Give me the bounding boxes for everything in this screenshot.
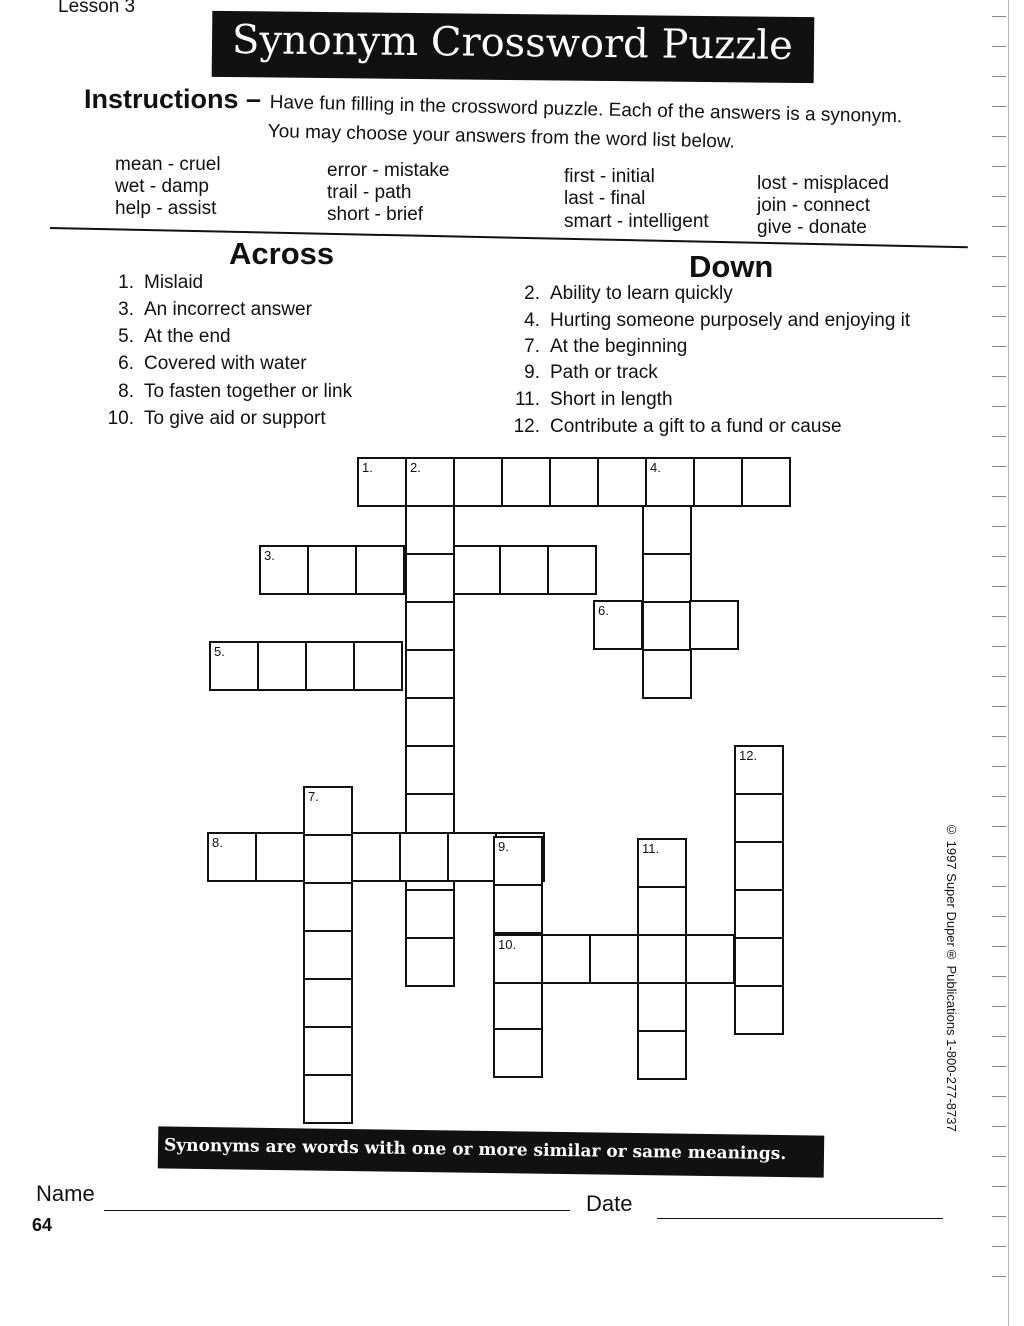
crossword-cell[interactable] xyxy=(405,553,455,603)
margin-tick xyxy=(992,1276,1006,1277)
margin-tick xyxy=(992,946,1006,947)
instructions-line-1: Have fun filling in the crossword puzzle. Each of the answers is a synonym. xyxy=(269,92,903,128)
clue-text: Ability to learn quickly xyxy=(550,283,733,304)
margin-tick xyxy=(992,496,1006,497)
margin-tick xyxy=(992,436,1006,437)
clue-text: Hurting someone purposely and enjoying it xyxy=(550,310,911,331)
cell-number: 4. xyxy=(650,460,661,475)
crossword-cell[interactable] xyxy=(642,601,692,651)
crossword-cell[interactable] xyxy=(734,841,784,891)
clue-number: 11. xyxy=(514,389,540,410)
clue-number: 5. xyxy=(118,326,134,347)
clue-text: Covered with water xyxy=(144,353,307,374)
crossword-cell[interactable] xyxy=(303,882,353,932)
date-label: Date xyxy=(586,1191,633,1216)
cell-number: 12. xyxy=(739,748,758,763)
crossword-cell[interactable] xyxy=(597,457,647,507)
margin-tick xyxy=(992,676,1006,677)
crossword-cell[interactable] xyxy=(637,886,687,936)
cell-number: 10. xyxy=(498,937,517,952)
margin-tick xyxy=(992,1096,1006,1097)
crossword-cell[interactable] xyxy=(357,457,407,507)
crossword-cell[interactable] xyxy=(501,457,551,507)
instructions-label: Instructions – xyxy=(84,84,262,114)
word-pair: error - mistake xyxy=(327,160,450,181)
crossword-cell[interactable] xyxy=(493,1028,543,1078)
crossword-cell[interactable] xyxy=(307,545,357,595)
across-heading: Across xyxy=(229,236,335,271)
word-pair: lost - misplaced xyxy=(757,173,889,194)
margin-tick xyxy=(992,466,1006,467)
clue-number: 2. xyxy=(524,283,540,304)
crossword-cell[interactable] xyxy=(405,889,455,939)
crossword-cell[interactable] xyxy=(255,832,305,882)
crossword-cell[interactable] xyxy=(645,457,695,507)
margin-tick xyxy=(992,736,1006,737)
crossword-cell[interactable] xyxy=(405,505,455,555)
clue-number: 6. xyxy=(118,353,134,374)
crossword-cell[interactable] xyxy=(642,553,692,603)
crossword-cell[interactable] xyxy=(741,457,791,507)
margin-tick xyxy=(992,916,1006,917)
crossword-cell[interactable] xyxy=(547,545,597,595)
crossword-cell[interactable] xyxy=(589,934,639,984)
cell-number: 3. xyxy=(264,548,275,563)
crossword-cell[interactable] xyxy=(303,834,353,884)
crossword-cell[interactable] xyxy=(259,545,309,595)
crossword-cell[interactable] xyxy=(353,641,403,691)
crossword-cell[interactable] xyxy=(355,545,405,595)
cell-number: 5. xyxy=(214,644,225,659)
clue-number: 1. xyxy=(118,272,134,293)
margin-tick xyxy=(992,406,1006,407)
margin-tick xyxy=(992,526,1006,527)
cell-number: 7. xyxy=(308,789,319,804)
margin-tick xyxy=(992,316,1006,317)
margin-tick xyxy=(992,1126,1006,1127)
margin-tick xyxy=(992,766,1006,767)
margin-tick xyxy=(992,1156,1006,1157)
margin-tick xyxy=(992,796,1006,797)
crossword-cell[interactable] xyxy=(447,832,497,882)
crossword-cell[interactable] xyxy=(493,836,543,886)
margin-tick xyxy=(992,616,1006,617)
clue-text: At the beginning xyxy=(550,336,688,357)
margin-tick xyxy=(992,196,1006,197)
clue-number: 3. xyxy=(118,299,134,320)
crossword-cell[interactable] xyxy=(257,641,307,691)
clue-text: To fasten together or link xyxy=(144,381,353,402)
crossword-cell[interactable] xyxy=(405,457,455,507)
clue-text: Path or track xyxy=(550,362,658,383)
crossword-cell[interactable] xyxy=(303,786,353,836)
crossword-cell[interactable] xyxy=(734,745,784,795)
crossword-cell[interactable] xyxy=(405,937,455,987)
crossword-cell[interactable] xyxy=(637,1030,687,1080)
copyright-notice: © 1997 Super Duper® Publications 1-800-277-8737 xyxy=(944,822,959,1132)
crossword-cell[interactable] xyxy=(303,978,353,1028)
cell-number: 6. xyxy=(598,603,609,618)
crossword-cell[interactable] xyxy=(734,793,784,843)
margin-tick xyxy=(992,76,1006,77)
crossword-cell[interactable] xyxy=(593,600,643,650)
margin-tick xyxy=(992,256,1006,257)
margin-tick xyxy=(992,346,1006,347)
margin-tick xyxy=(992,1066,1006,1067)
margin-tick xyxy=(992,1186,1006,1187)
name-label: Name xyxy=(36,1181,95,1206)
margin-tick xyxy=(992,106,1006,107)
clue-number: 12. xyxy=(513,416,540,437)
margin-tick xyxy=(992,586,1006,587)
margin-tick xyxy=(992,1246,1006,1247)
margin-tick xyxy=(992,46,1006,47)
margin-tick xyxy=(992,826,1006,827)
clue-text: To give aid or support xyxy=(144,408,326,429)
word-pair: first - initial xyxy=(564,166,655,187)
cell-number: 8. xyxy=(212,835,223,850)
crossword-cell[interactable] xyxy=(642,649,692,699)
down-heading: Down xyxy=(689,249,774,284)
clue-number: 4. xyxy=(524,310,540,331)
margin-tick xyxy=(992,136,1006,137)
margin-tick xyxy=(992,886,1006,887)
clue-text: An incorrect answer xyxy=(144,299,312,320)
clue-text: Short in length xyxy=(550,389,673,410)
crossword-cell[interactable] xyxy=(734,937,784,987)
name-field[interactable] xyxy=(104,1210,570,1211)
crossword-cell[interactable] xyxy=(637,982,687,1032)
margin-tick xyxy=(992,856,1006,857)
margin-tick xyxy=(992,706,1006,707)
crossword-cell[interactable] xyxy=(209,641,259,691)
margin-tick xyxy=(992,556,1006,557)
word-pair: last - final xyxy=(564,188,646,209)
word-pair: give - donate xyxy=(757,217,867,238)
word-pair: trail - path xyxy=(327,182,412,203)
margin-tick xyxy=(992,166,1006,167)
crossword-cell[interactable] xyxy=(303,930,353,980)
lesson-label: Lesson 3 xyxy=(58,0,136,17)
crossword-cell[interactable] xyxy=(405,745,455,795)
crossword-cell[interactable] xyxy=(351,832,401,882)
clue-number: 9. xyxy=(524,362,540,383)
crossword-cell[interactable] xyxy=(453,457,503,507)
margin-tick xyxy=(992,646,1006,647)
cell-number: 9. xyxy=(498,839,509,854)
margin-tick xyxy=(992,1006,1006,1007)
instructions-line-2: You may choose your answers from the word list below. xyxy=(267,121,736,153)
clue-number: 10. xyxy=(107,408,134,429)
word-pair: smart - intelligent xyxy=(564,211,709,232)
crossword-cell[interactable] xyxy=(399,832,449,882)
margin-tick xyxy=(992,16,1006,17)
crossword-cell[interactable] xyxy=(637,934,687,984)
margin-tick xyxy=(992,1216,1006,1217)
crossword-cell[interactable] xyxy=(734,889,784,939)
crossword-cell[interactable] xyxy=(305,641,355,691)
clue-text: At the end xyxy=(144,326,231,347)
cell-number: 2. xyxy=(410,460,421,475)
crossword-cell[interactable] xyxy=(405,697,455,747)
page-edge xyxy=(1008,0,1009,1326)
margin-tick xyxy=(992,976,1006,977)
crossword-cell[interactable] xyxy=(637,838,687,888)
word-pair: wet - damp xyxy=(115,176,209,197)
crossword-cell[interactable] xyxy=(207,832,257,882)
margin-tick xyxy=(992,286,1006,287)
margin-tick xyxy=(992,226,1006,227)
crossword-cell[interactable] xyxy=(689,600,739,650)
margin-tick xyxy=(992,1036,1006,1037)
cell-number: 1. xyxy=(362,460,373,475)
crossword-cell[interactable] xyxy=(685,934,735,984)
definition-text: Synonyms are words with one or more similar or same meanings. xyxy=(163,1135,787,1165)
crossword-cell[interactable] xyxy=(451,545,501,595)
clue-number: 7. xyxy=(524,336,540,357)
crossword-cell[interactable] xyxy=(493,980,543,1030)
crossword-cell[interactable] xyxy=(549,457,599,507)
crossword-cell[interactable] xyxy=(493,884,543,934)
cell-number: 11. xyxy=(642,841,660,856)
crossword-cell[interactable] xyxy=(303,1074,353,1124)
word-pair: short - brief xyxy=(327,204,424,225)
crossword-cell[interactable] xyxy=(405,601,455,651)
crossword-cell[interactable] xyxy=(405,649,455,699)
clue-number: 8. xyxy=(118,381,134,402)
word-pair: help - assist xyxy=(115,198,217,219)
crossword-cell[interactable] xyxy=(303,1026,353,1076)
date-field[interactable] xyxy=(657,1218,943,1219)
crossword-cell[interactable] xyxy=(499,545,549,595)
page-title: Synonym Crossword Puzzle xyxy=(231,17,794,69)
crossword-cell[interactable] xyxy=(693,457,743,507)
crossword-cell[interactable] xyxy=(734,985,784,1035)
crossword-cell[interactable] xyxy=(493,934,543,984)
crossword-cell[interactable] xyxy=(541,934,591,984)
clue-text: Mislaid xyxy=(144,272,204,293)
margin-tick xyxy=(992,376,1006,377)
word-pair: join - connect xyxy=(757,195,871,216)
clue-text: Contribute a gift to a fund or cause xyxy=(550,416,842,437)
word-pair: mean - cruel xyxy=(115,154,221,175)
crossword-cell[interactable] xyxy=(642,505,692,555)
page-number: 64 xyxy=(32,1215,53,1235)
